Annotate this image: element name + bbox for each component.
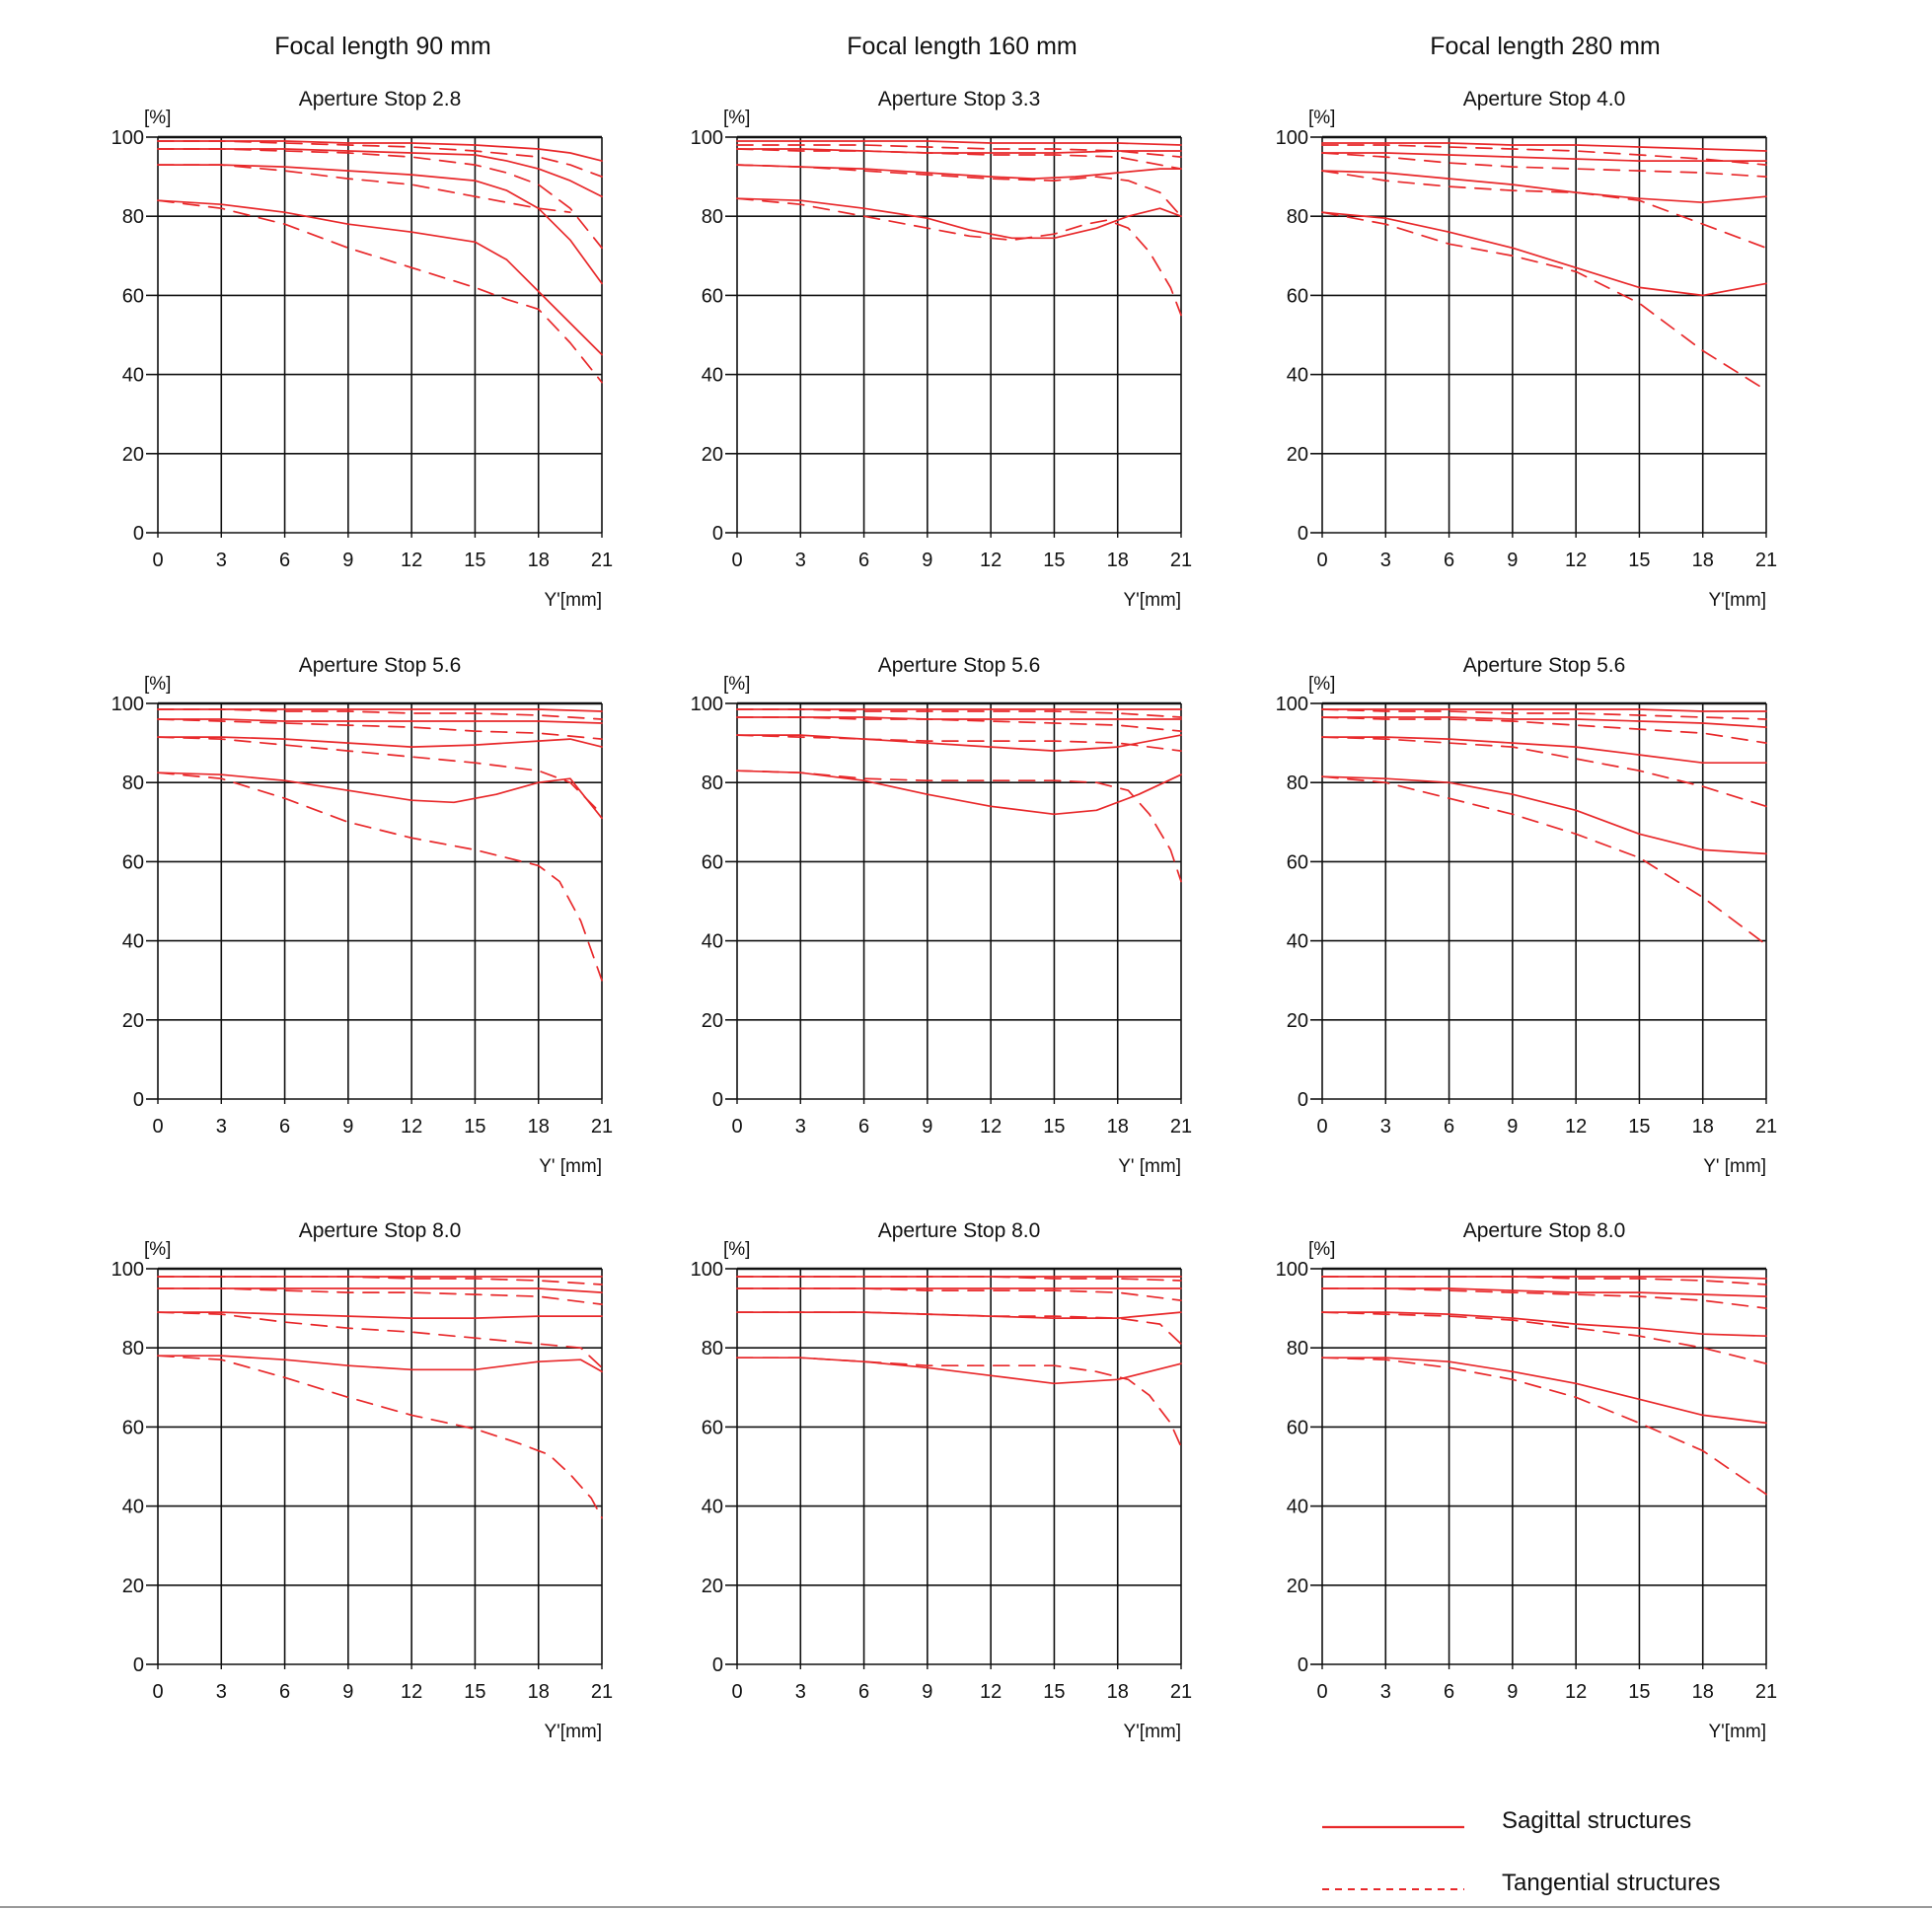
column-header-280mm: Focal length 280 mm xyxy=(1430,33,1661,60)
x-tick-label: 0 xyxy=(731,550,743,571)
x-tick-label: 3 xyxy=(1379,1681,1391,1703)
x-tick-label: 21 xyxy=(590,550,614,571)
chart-title: Aperture Stop 3.3 xyxy=(877,88,1041,110)
y-tick-label: 40 xyxy=(121,930,144,953)
y-tick-label: 60 xyxy=(1286,1417,1308,1439)
y-tick-label: 0 xyxy=(132,1089,144,1111)
y-tick-label: 100 xyxy=(111,1259,144,1281)
x-tick-label: 3 xyxy=(794,1681,806,1703)
y-axis-unit-label: [%] xyxy=(723,1239,751,1260)
x-axis-unit-label: Y' [mm] xyxy=(539,1156,602,1177)
x-tick-label: 3 xyxy=(1379,550,1391,571)
mtf-panel xyxy=(691,654,1193,1177)
x-axis-unit-label: Y'[mm] xyxy=(544,590,602,611)
y-tick-label: 40 xyxy=(1286,1496,1308,1518)
y-tick-label: 20 xyxy=(121,1009,144,1032)
tangential-curve xyxy=(1322,171,1766,248)
x-tick-label: 12 xyxy=(980,1116,1003,1138)
x-tick-label: 12 xyxy=(1565,1116,1588,1138)
y-tick-label: 40 xyxy=(121,1496,144,1518)
y-tick-label: 100 xyxy=(690,694,723,715)
sagittal-curve xyxy=(1322,171,1766,202)
tangential-curve xyxy=(1322,1277,1766,1285)
chart-title: Aperture Stop 8.0 xyxy=(1462,1219,1626,1242)
sagittal-curve xyxy=(1322,143,1766,151)
x-axis-unit-label: Y'[mm] xyxy=(544,1722,602,1742)
mtf-panel xyxy=(111,654,614,1177)
tangential-curve xyxy=(737,771,1181,881)
sagittal-curve xyxy=(1322,1312,1766,1336)
y-tick-label: 100 xyxy=(690,1259,723,1281)
chart-title: Aperture Stop 5.6 xyxy=(298,654,462,677)
y-tick-label: 0 xyxy=(711,1089,723,1111)
x-tick-label: 15 xyxy=(464,550,486,571)
y-tick-label: 100 xyxy=(1275,1259,1308,1281)
mtf-panel xyxy=(691,88,1193,611)
tangential-curve xyxy=(158,1312,602,1367)
x-tick-label: 21 xyxy=(1754,550,1778,571)
x-tick-label: 9 xyxy=(922,1116,933,1138)
tangential-curve xyxy=(1322,145,1766,165)
x-tick-label: 6 xyxy=(279,1681,291,1703)
x-tick-label: 18 xyxy=(527,1116,550,1138)
chart-grid xyxy=(111,88,1778,1742)
x-tick-label: 3 xyxy=(215,1116,227,1138)
y-tick-label: 100 xyxy=(111,694,144,715)
x-axis-unit-label: Y' [mm] xyxy=(1703,1156,1766,1177)
y-tick-label: 0 xyxy=(711,523,723,545)
y-tick-label: 40 xyxy=(701,1496,723,1518)
x-tick-label: 18 xyxy=(1691,550,1714,571)
x-tick-label: 12 xyxy=(401,1116,423,1138)
y-tick-label: 60 xyxy=(121,285,144,308)
column-header-160mm: Focal length 160 mm xyxy=(847,33,1077,60)
x-tick-label: 12 xyxy=(401,1681,423,1703)
x-axis-unit-label: Y'[mm] xyxy=(1708,590,1766,611)
legend xyxy=(1322,1807,1720,1896)
x-tick-label: 6 xyxy=(1444,1116,1455,1138)
sagittal-curve xyxy=(1322,1358,1766,1423)
y-tick-label: 0 xyxy=(1297,523,1308,545)
mtf-panel xyxy=(111,1219,614,1742)
y-tick-label: 40 xyxy=(701,364,723,387)
column-header-90mm: Focal length 90 mm xyxy=(274,33,491,60)
x-tick-label: 15 xyxy=(464,1681,486,1703)
chart-title: Aperture Stop 5.6 xyxy=(877,654,1041,677)
mtf-panel xyxy=(1276,1219,1778,1742)
tangential-curve xyxy=(737,735,1181,751)
x-tick-label: 3 xyxy=(215,550,227,571)
x-tick-label: 18 xyxy=(527,1681,550,1703)
tangential-curve xyxy=(158,709,602,719)
y-tick-label: 80 xyxy=(121,772,144,795)
y-tick-label: 60 xyxy=(1286,285,1308,308)
sagittal-curve xyxy=(1322,737,1766,763)
y-axis-unit-label: [%] xyxy=(723,674,751,695)
x-tick-label: 9 xyxy=(342,550,354,571)
x-tick-label: 21 xyxy=(1754,1116,1778,1138)
mtf-panel xyxy=(691,1219,1193,1742)
sagittal-curve xyxy=(158,165,602,283)
x-tick-label: 6 xyxy=(858,1116,870,1138)
sagittal-curve xyxy=(158,1356,602,1371)
y-tick-label: 20 xyxy=(1286,1009,1308,1032)
x-tick-label: 9 xyxy=(1507,1116,1519,1138)
sagittal-curve xyxy=(1322,1288,1766,1296)
y-tick-label: 100 xyxy=(1275,127,1308,149)
y-tick-label: 20 xyxy=(701,1575,723,1597)
y-tick-label: 80 xyxy=(121,1338,144,1360)
chart-title: Aperture Stop 8.0 xyxy=(877,1219,1041,1242)
x-tick-label: 6 xyxy=(279,1116,291,1138)
y-axis-unit-label: [%] xyxy=(1308,674,1336,695)
legend-sagittal-label: Sagittal structures xyxy=(1502,1807,1692,1834)
y-tick-label: 20 xyxy=(701,443,723,466)
sagittal-curve xyxy=(737,771,1181,814)
tangential-curve xyxy=(158,141,602,177)
tangential-curve xyxy=(158,149,602,248)
x-tick-label: 0 xyxy=(1316,550,1328,571)
x-tick-label: 0 xyxy=(152,1681,164,1703)
mtf-panel xyxy=(1276,654,1778,1177)
chart-title: Aperture Stop 4.0 xyxy=(1462,88,1626,110)
y-tick-label: 20 xyxy=(121,1575,144,1597)
x-tick-label: 6 xyxy=(1444,550,1455,571)
y-tick-label: 20 xyxy=(1286,443,1308,466)
x-tick-label: 9 xyxy=(922,550,933,571)
y-tick-label: 60 xyxy=(121,851,144,874)
x-tick-label: 0 xyxy=(152,550,164,571)
x-tick-label: 18 xyxy=(527,550,550,571)
x-tick-label: 12 xyxy=(401,550,423,571)
x-tick-label: 3 xyxy=(215,1681,227,1703)
y-tick-label: 100 xyxy=(111,127,144,149)
y-tick-label: 40 xyxy=(1286,364,1308,387)
tangential-curve xyxy=(737,1312,1181,1344)
mtf-panel xyxy=(1276,88,1778,611)
y-axis-unit-label: [%] xyxy=(1308,1239,1336,1260)
tangential-curve xyxy=(737,1288,1181,1300)
tangential-curve xyxy=(1322,737,1766,806)
y-tick-label: 80 xyxy=(701,206,723,229)
x-tick-label: 18 xyxy=(1106,1116,1129,1138)
tangential-curve xyxy=(158,1288,602,1304)
tangential-curve xyxy=(737,709,1181,717)
x-tick-label: 12 xyxy=(1565,550,1588,571)
legend-tangential-label: Tangential structures xyxy=(1502,1870,1721,1896)
chart-title: Aperture Stop 5.6 xyxy=(1462,654,1626,677)
tangential-curve xyxy=(1322,1312,1766,1363)
y-tick-label: 20 xyxy=(701,1009,723,1032)
tangential-curve xyxy=(1322,212,1766,390)
x-tick-label: 6 xyxy=(1444,1681,1455,1703)
y-tick-label: 0 xyxy=(1297,1089,1308,1111)
x-tick-label: 18 xyxy=(1106,1681,1129,1703)
x-tick-label: 18 xyxy=(1691,1116,1714,1138)
y-tick-label: 60 xyxy=(1286,851,1308,874)
y-tick-label: 0 xyxy=(711,1654,723,1676)
x-axis-unit-label: Y'[mm] xyxy=(1123,590,1181,611)
x-tick-label: 15 xyxy=(1628,1681,1651,1703)
x-tick-label: 15 xyxy=(464,1116,486,1138)
y-tick-label: 80 xyxy=(701,772,723,795)
tangential-curve xyxy=(158,1356,602,1517)
x-tick-label: 3 xyxy=(794,550,806,571)
x-axis-unit-label: Y'[mm] xyxy=(1123,1722,1181,1742)
x-tick-label: 6 xyxy=(279,550,291,571)
x-tick-label: 9 xyxy=(342,1116,354,1138)
y-tick-label: 20 xyxy=(121,443,144,466)
x-tick-label: 0 xyxy=(731,1681,743,1703)
y-tick-label: 40 xyxy=(121,364,144,387)
y-axis-unit-label: [%] xyxy=(144,1239,172,1260)
x-tick-label: 21 xyxy=(1754,1681,1778,1703)
y-axis-unit-label: [%] xyxy=(144,674,172,695)
mtf-panel xyxy=(111,88,614,611)
sagittal-curve xyxy=(158,141,602,161)
x-tick-label: 15 xyxy=(1043,550,1066,571)
x-tick-label: 12 xyxy=(980,1681,1003,1703)
y-axis-unit-label: [%] xyxy=(144,108,172,128)
x-tick-label: 18 xyxy=(1691,1681,1714,1703)
sagittal-curve xyxy=(1322,776,1766,853)
x-tick-label: 0 xyxy=(152,1116,164,1138)
y-tick-label: 100 xyxy=(690,127,723,149)
x-tick-label: 6 xyxy=(858,1681,870,1703)
y-tick-label: 60 xyxy=(121,1417,144,1439)
sagittal-curve xyxy=(737,1358,1181,1383)
y-axis-unit-label: [%] xyxy=(723,108,751,128)
y-tick-label: 60 xyxy=(701,1417,723,1439)
y-tick-label: 0 xyxy=(1297,1654,1308,1676)
tangential-curve xyxy=(158,772,602,981)
x-tick-label: 15 xyxy=(1043,1681,1066,1703)
x-tick-label: 6 xyxy=(858,550,870,571)
y-tick-label: 0 xyxy=(132,523,144,545)
x-tick-label: 9 xyxy=(1507,550,1519,571)
tangential-curve xyxy=(737,149,1181,169)
chart-title: Aperture Stop 8.0 xyxy=(298,1219,462,1242)
x-axis-unit-label: Y' [mm] xyxy=(1118,1156,1181,1177)
x-tick-label: 3 xyxy=(794,1116,806,1138)
x-tick-label: 15 xyxy=(1043,1116,1066,1138)
y-tick-label: 40 xyxy=(1286,930,1308,953)
x-tick-label: 21 xyxy=(1169,1116,1193,1138)
x-tick-label: 21 xyxy=(590,1681,614,1703)
x-tick-label: 12 xyxy=(1565,1681,1588,1703)
y-tick-label: 80 xyxy=(1286,1338,1308,1360)
x-tick-label: 18 xyxy=(1106,550,1129,571)
y-tick-label: 0 xyxy=(132,1654,144,1676)
tangential-curve xyxy=(158,1277,602,1285)
x-tick-label: 15 xyxy=(1628,550,1651,571)
y-tick-label: 80 xyxy=(121,206,144,229)
x-tick-label: 0 xyxy=(731,1116,743,1138)
y-tick-label: 40 xyxy=(701,930,723,953)
y-axis-unit-label: [%] xyxy=(1308,108,1336,128)
x-tick-label: 12 xyxy=(980,550,1003,571)
y-tick-label: 100 xyxy=(1275,694,1308,715)
x-axis-unit-label: Y'[mm] xyxy=(1708,1722,1766,1742)
x-tick-label: 9 xyxy=(922,1681,933,1703)
sagittal-curve xyxy=(737,1312,1181,1318)
x-tick-label: 3 xyxy=(1379,1116,1391,1138)
y-tick-label: 60 xyxy=(701,285,723,308)
x-tick-label: 21 xyxy=(1169,550,1193,571)
x-tick-label: 9 xyxy=(342,1681,354,1703)
x-tick-label: 21 xyxy=(1169,1681,1193,1703)
tangential-curve xyxy=(158,719,602,739)
y-tick-label: 20 xyxy=(1286,1575,1308,1597)
chart-title: Aperture Stop 2.8 xyxy=(298,88,462,110)
x-tick-label: 0 xyxy=(1316,1681,1328,1703)
y-tick-label: 80 xyxy=(701,1338,723,1360)
y-tick-label: 80 xyxy=(1286,206,1308,229)
sagittal-curve xyxy=(158,200,602,354)
y-tick-label: 80 xyxy=(1286,772,1308,795)
x-tick-label: 9 xyxy=(1507,1681,1519,1703)
x-tick-label: 21 xyxy=(590,1116,614,1138)
y-tick-label: 60 xyxy=(701,851,723,874)
x-tick-label: 15 xyxy=(1628,1116,1651,1138)
x-tick-label: 0 xyxy=(1316,1116,1328,1138)
